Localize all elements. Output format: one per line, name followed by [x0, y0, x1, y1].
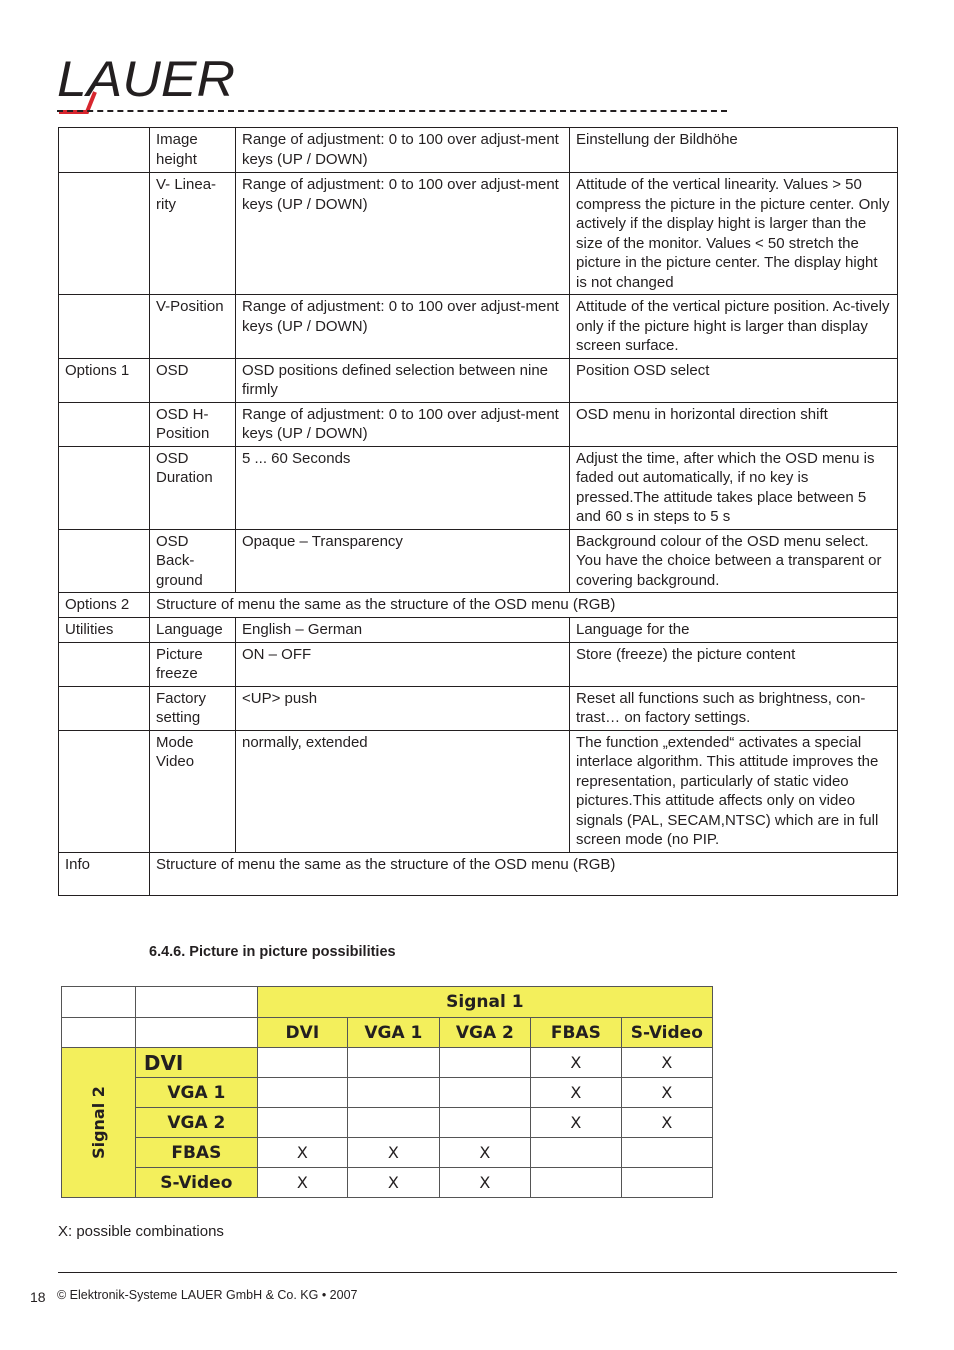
table-cell: [59, 173, 150, 295]
pip-cell: X: [347, 1138, 439, 1168]
table-cell: V- Linea-rity: [150, 173, 236, 295]
table-cell: [59, 446, 150, 529]
pip-row: [62, 1048, 713, 1078]
pip-header-row: [62, 1018, 713, 1048]
table-row: [59, 446, 898, 529]
table-cell: [59, 295, 150, 359]
table-row: [59, 358, 898, 402]
table-cell: OSD positions defined selection between nine firmly: [236, 358, 570, 402]
pip-cell: [257, 1078, 347, 1108]
table-cell: Image height: [150, 128, 236, 173]
header-divider: [57, 110, 727, 112]
page-number: 18: [30, 1289, 46, 1305]
svg-text:LAUER: LAUER: [57, 52, 235, 107]
table-cell: Einstellung der Bildhöhe: [570, 128, 898, 173]
pip-cell: X: [439, 1168, 530, 1198]
pip-cell: X: [530, 1048, 621, 1078]
pip-cell: [439, 1078, 530, 1108]
pip-cell: X: [257, 1138, 347, 1168]
legend-note: X: possible combinations: [58, 1223, 224, 1240]
table-cell: Range of adjustment: 0 to 100 over adjust-ment keys (UP / DOWN): [236, 128, 570, 173]
pip-cell: [621, 1138, 712, 1168]
table-cell: Range of adjustment: 0 to 100 over adjust-ment keys (UP / DOWN): [236, 402, 570, 446]
table-row: [59, 852, 898, 895]
pip-column-header: VGA 1: [347, 1018, 439, 1048]
table-cell: [59, 529, 150, 593]
table-cell: Structure of menu the same as the structure of the OSD menu (RGB): [150, 852, 898, 895]
copyright-text: © Elektronik-Systeme LAUER GmbH & Co. KG • 2007: [57, 1288, 358, 1302]
table-cell: OSD Duration: [150, 446, 236, 529]
table-cell: Options 1: [59, 358, 150, 402]
pip-cell: [135, 1018, 257, 1048]
pip-cell: X: [621, 1048, 712, 1078]
pip-cell: [530, 1138, 621, 1168]
pip-row-header: VGA 1: [135, 1078, 257, 1108]
table-cell: Adjust the time, after which the OSD menu is faded out automatically, if no key is pressed.The attitude takes place between 5 and 60 s in steps to 5 s: [570, 446, 898, 529]
pip-cell: [530, 1168, 621, 1198]
pip-cell: [439, 1048, 530, 1078]
pip-row: [62, 1108, 713, 1138]
table-cell: OSD menu in horizontal direction shift: [570, 402, 898, 446]
pip-cell: [347, 1048, 439, 1078]
pip-cell: [347, 1078, 439, 1108]
pip-cell: X: [530, 1108, 621, 1138]
table-cell: Store (freeze) the picture content: [570, 642, 898, 686]
table-cell: Factory setting: [150, 686, 236, 730]
table-row: [59, 593, 898, 618]
pip-cell: [621, 1168, 712, 1198]
pip-row-header: DVI: [135, 1048, 257, 1078]
table-row: [59, 730, 898, 852]
table-row: [59, 618, 898, 643]
table-cell: Range of adjustment: 0 to 100 over adjust-ment keys (UP / DOWN): [236, 173, 570, 295]
pip-row-header: S-Video: [135, 1168, 257, 1198]
table-cell: normally, extended: [236, 730, 570, 852]
pip-cell: X: [439, 1138, 530, 1168]
table-cell: V-Position: [150, 295, 236, 359]
table-row: [59, 529, 898, 593]
pip-cell: [257, 1048, 347, 1078]
settings-table: [58, 127, 898, 896]
table-cell: English – German: [236, 618, 570, 643]
pip-row: [62, 1138, 713, 1168]
table-cell: The function „extended“ activates a special interlace algorithm. This attitude improves the representation, particularly of static video pictures.This attitude affects only on video signals (PAL, SECAM,NTSC) which are in full screen mode (no PIP.: [570, 730, 898, 852]
table-cell: OSD H-Position: [150, 402, 236, 446]
table-cell: Mode Video: [150, 730, 236, 852]
signal2-text: Signal 2: [88, 1085, 108, 1159]
table-cell: Attitude of the vertical picture position. Ac-tively only if the picture hight is larger than display screen surface.: [570, 295, 898, 359]
table-cell: OSD: [150, 358, 236, 402]
pip-row: [62, 1168, 713, 1198]
pip-cell: X: [530, 1078, 621, 1108]
pip-row: [62, 1078, 713, 1108]
table-cell: Reset all functions such as brightness, con-trast… on factory settings.: [570, 686, 898, 730]
table-cell: [59, 730, 150, 852]
table-cell: Language for the: [570, 618, 898, 643]
table-cell: Position OSD select: [570, 358, 898, 402]
table-cell: [59, 128, 150, 173]
pip-cell: [62, 1018, 136, 1048]
table-cell: [59, 402, 150, 446]
table-cell: <UP> push: [236, 686, 570, 730]
pip-row-header: VGA 2: [135, 1108, 257, 1138]
table-cell: 5 ... 60 Seconds: [236, 446, 570, 529]
section-heading: 6.4.6. Picture in picture possibilities: [149, 944, 396, 960]
signal2-label: [62, 1048, 136, 1198]
pip-column-header: VGA 2: [439, 1018, 530, 1048]
pip-header-row: [62, 987, 713, 1018]
table-cell: Opaque – Transparency: [236, 529, 570, 593]
table-cell: Background colour of the OSD menu select. You have the choice between a transparent or covering background.: [570, 529, 898, 593]
lauer-logo: [57, 52, 239, 114]
table-cell: Attitude of the vertical linearity. Values > 50 compress the picture in the picture center. Only actively if the display hight is larger than the size of the monitor. Values < 50 stretch the picture in the picture center. The display hight is not changed: [570, 173, 898, 295]
pip-row-header: FBAS: [135, 1138, 257, 1168]
table-row: [59, 686, 898, 730]
table-row: [59, 402, 898, 446]
table-cell: Structure of menu the same as the structure of the OSD menu (RGB): [150, 593, 898, 618]
pip-cell: X: [621, 1078, 712, 1108]
table-row: [59, 173, 898, 295]
table-cell: Range of adjustment: 0 to 100 over adjust-ment keys (UP / DOWN): [236, 295, 570, 359]
table-cell: [59, 686, 150, 730]
footer-divider: [58, 1272, 897, 1273]
pip-column-header: FBAS: [530, 1018, 621, 1048]
signal1-label: Signal 1: [257, 987, 712, 1018]
table-cell: ON – OFF: [236, 642, 570, 686]
table-cell: Options 2: [59, 593, 150, 618]
pip-cell: [439, 1108, 530, 1138]
pip-cell: [135, 987, 257, 1018]
pip-cell: [62, 987, 136, 1018]
pip-cell: X: [347, 1168, 439, 1198]
table-row: [59, 642, 898, 686]
table-cell: Picture freeze: [150, 642, 236, 686]
pip-column-header: DVI: [257, 1018, 347, 1048]
table-cell: OSD Back-ground: [150, 529, 236, 593]
pip-cell: [347, 1108, 439, 1138]
pip-column-header: S-Video: [621, 1018, 712, 1048]
table-cell: Language: [150, 618, 236, 643]
table-cell: [59, 642, 150, 686]
table-row: [59, 128, 898, 173]
pip-combination-table: [61, 986, 713, 1198]
pip-cell: [257, 1108, 347, 1138]
pip-cell: X: [257, 1168, 347, 1198]
table-row: [59, 295, 898, 359]
pip-cell: X: [621, 1108, 712, 1138]
table-cell: Utilities: [59, 618, 150, 643]
table-cell: Info: [59, 852, 150, 895]
